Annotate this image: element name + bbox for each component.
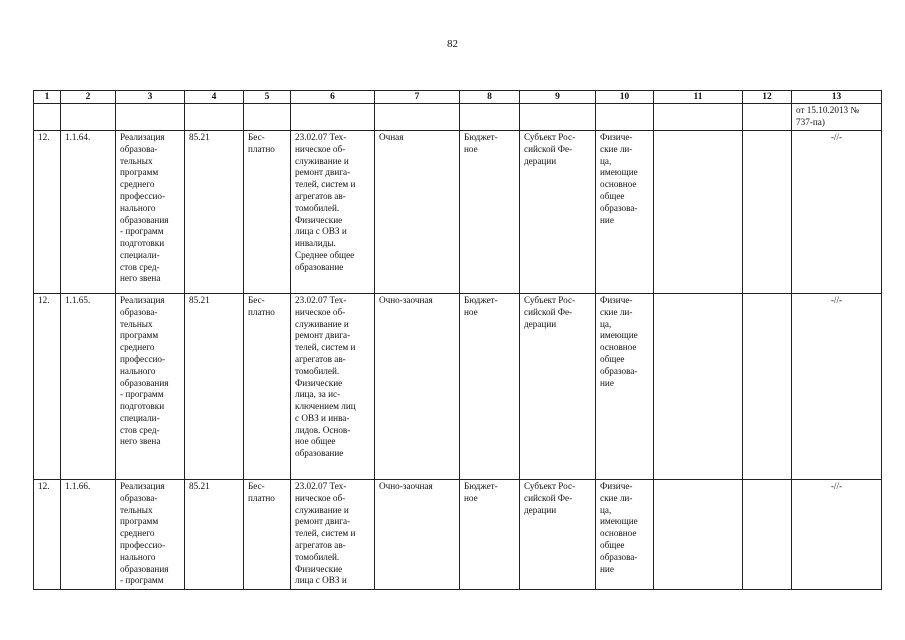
table-cell [116,104,185,131]
table-row [34,480,882,590]
service-name: Реализация образова- тельных программ среднего профессио- нального образования - программ подготовки специали- стов сред- него звена [116,294,185,480]
table-cell [596,104,654,131]
column-number: 12 [743,91,792,104]
table-cell [743,294,792,480]
program-description: 23.02.07 Тех- ническое об- служивание и ремонт двига- телей, систем и агрегатов ав- томобилей. Физические лица с ОВЗ и [291,480,375,590]
table-cell [291,104,375,131]
column-number: 5 [244,91,291,104]
column-number: 7 [375,91,460,104]
table-cell [743,131,792,294]
registry-code: 1.1.65. [61,294,116,480]
table-cell [375,104,460,131]
column-number: 10 [596,91,654,104]
program-description: 23.02.07 Тех- ническое об- служивание и ремонт двига- телей, систем и агрегатов ав- томобилей. Физические лица с ОВЗ и инвалиды. Среднее общее образование [291,131,375,294]
ditto-mark: -//- [792,131,882,294]
okved-code: 85.21 [185,294,244,480]
column-number: 9 [520,91,596,104]
table-cell [185,104,244,131]
table-cell [34,104,61,131]
column-number: 4 [185,91,244,104]
consumer-category: Физиче- ские ли- ца, имеющие основное общее образова- ние [596,480,654,590]
page-number: 82 [447,38,458,50]
payment-type: Бес- платно [244,131,291,294]
column-number: 3 [116,91,185,104]
consumer-category: Физиче- ские ли- ца, имеющие основное общее образова- ние [596,131,654,294]
services-table [33,90,882,590]
institution-type: Бюджет- ное [460,131,520,294]
column-number: 11 [654,91,743,104]
consumer-category: Физиче- ские ли- ца, имеющие основное общее образова- ние [596,294,654,480]
study-form: Очно-заочная [375,480,460,590]
continuation-note: от 15.10.2013 № 737-па) [792,104,882,131]
okved-code: 85.21 [185,480,244,590]
founder-level: Субъект Рос- сийской Фе- дерации [520,131,596,294]
payment-type: Бес- платно [244,294,291,480]
payment-type: Бес- платно [244,480,291,590]
founder-level: Субъект Рос- сийской Фе- дерации [520,294,596,480]
table-row [34,294,882,480]
study-form: Очная [375,131,460,294]
service-name: Реализация образова- тельных программ среднего профессио- нального образования - программ подготовки специали- стов сред- него звена [116,131,185,294]
registry-code: 1.1.64. [61,131,116,294]
row-number: 12. [34,131,61,294]
institution-type: Бюджет- ное [460,294,520,480]
founder-level: Субъект Рос- сийской Фе- дерации [520,480,596,590]
row-number: 12. [34,294,61,480]
program-description: 23.02.07 Тех- ническое об- служивание и ремонт двига- телей, систем и агрегатов ав- томобилей. Физические лица, за ис- ключением лиц с ОВЗ и инва- лидов. Основ- ное общее образование [291,294,375,480]
continuation-row [34,104,882,131]
column-number: 2 [61,91,116,104]
ditto-mark: -//- [792,294,882,480]
table-cell [654,104,743,131]
table-cell [743,104,792,131]
column-number: 13 [792,91,882,104]
table-cell [654,294,743,480]
table-cell [654,480,743,590]
okved-code: 85.21 [185,131,244,294]
column-number: 8 [460,91,520,104]
table-cell [520,104,596,131]
ditto-mark: -//- [792,480,882,590]
table-row [34,131,882,294]
column-number: 1 [34,91,61,104]
study-form: Очно-заочная [375,294,460,480]
table-cell [654,131,743,294]
column-number-header-row [34,91,882,104]
column-number: 6 [291,91,375,104]
service-name: Реализация образова- тельных программ среднего профессио- нального образования - программ [116,480,185,590]
registry-code: 1.1.66. [61,480,116,590]
institution-type: Бюджет- ное [460,480,520,590]
table-cell [244,104,291,131]
table-cell [460,104,520,131]
row-number: 12. [34,480,61,590]
table-cell [61,104,116,131]
table-cell [743,480,792,590]
